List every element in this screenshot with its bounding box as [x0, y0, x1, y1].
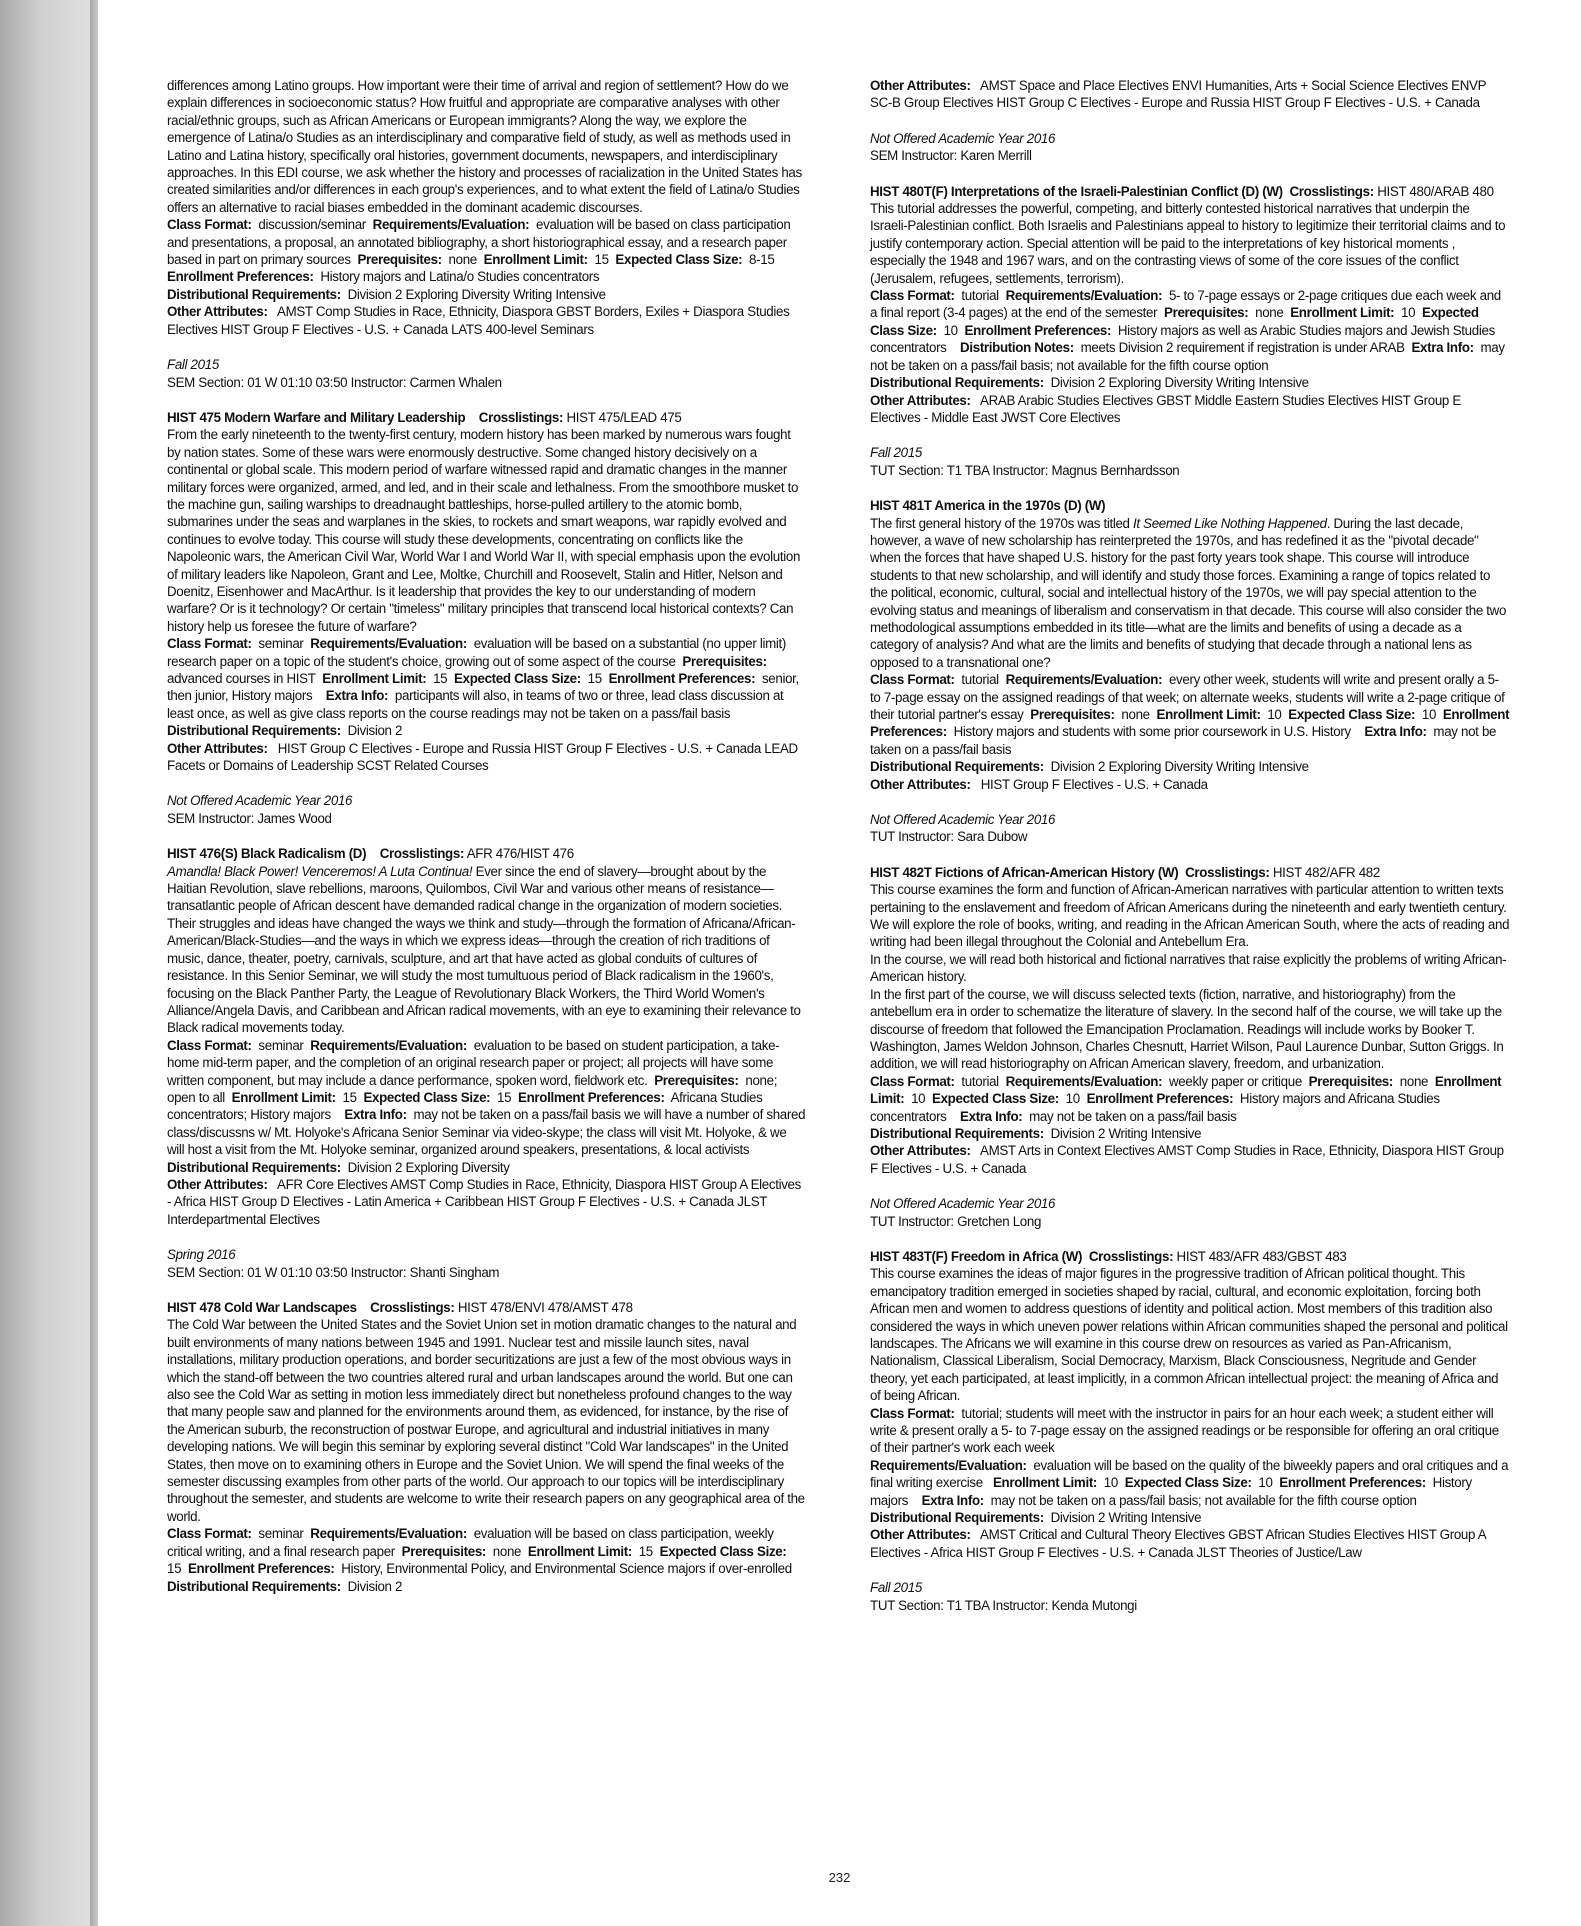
label-other-attr: Other Attributes:: [870, 776, 971, 793]
label-enrollment-limit: Enrollment Limit:: [231, 1089, 336, 1106]
label-enrollment-limit: Enrollment Limit:: [483, 252, 588, 269]
term: Spring 2016: [167, 1247, 236, 1264]
label-enrollment-pref: Enrollment Preferences:: [167, 269, 314, 286]
label-other-attr: Other Attributes:: [167, 1176, 268, 1193]
crosslistings-value: AFR 476/HIST 476: [466, 846, 574, 863]
label-expected-size: Expected Class Size:: [363, 1089, 491, 1106]
other-attributes: [870, 777, 1509, 794]
course-heading: [167, 846, 806, 863]
label-enrollment-pref: Enrollment Preferences:: [608, 671, 756, 687]
enrollment-limit-value: 10: [1401, 305, 1416, 322]
label-crosslistings: Crosslistings:: [1289, 183, 1374, 200]
label-enrollment-pref: Enrollment Preferences:: [1086, 1091, 1234, 1108]
expected-size-value: 8-15: [749, 252, 775, 269]
label-class-format: Class Format:: [870, 1073, 955, 1090]
prerequisites-value: advanced courses in HIST: [167, 671, 316, 687]
crosslistings-value: HIST 480/ARAB 480: [1377, 183, 1494, 200]
expected-size-value: 10: [1421, 707, 1437, 723]
course-description: This course examines the ideas of major figures in the progressive tradition of African political thought. This emancipatory tradition emerged in societies shaped by racial, cultural, and economic exploitation, forcing both African men and women to address questions of identity and political action. Most members of this tradition also considered the ways in which uneven power relations within African communities shaped the personal and political landscapes. The Africans we will examine in this course drew on resources as varied as Pan-Africanism, Nationalism, Classical Liberalism, Social Democracy, Marxism, Black Consciousness, Negritude and Gender theory, yet each participated, at least implicitly, in a common African intellectual project: the meaning of Africa and of being African.: [870, 1266, 1508, 1405]
requirements-value: evaluation to be based on student participation, a take-home mid-term paper, and the completion of an original research paper or project; all projects will have some written component, but may include a dance performance, spoken word, fieldwork etc.: [167, 1037, 780, 1089]
other-attributes: [870, 78, 1509, 113]
label-expected-size: Expected Class Size:: [454, 671, 581, 687]
crosslistings-value: HIST 482/AFR 482: [1272, 864, 1380, 881]
course-details: [167, 636, 806, 723]
distribution: [167, 1579, 806, 1596]
label-other-attr: Other Attributes:: [870, 1143, 971, 1160]
extra-info-value: may not be taken on a pass/fail basis; not available for the fifth course option: [870, 340, 1505, 374]
class-format-value: tutorial: [961, 672, 999, 689]
enrollment-limit-value: 10: [1267, 707, 1282, 723]
attr-value: HIST Group C Electives - Europe and Russia HIST Group F Electives - U.S. + Canada LEAD Facets or Domains of Leadership SCST Related Courses: [167, 740, 798, 775]
enrollment-pref-value: Africana Studies concentrators; History majors: [167, 1089, 763, 1124]
course-title: HIST 476(S) Black Radicalism (D): [167, 846, 367, 863]
label-class-format: Class Format:: [870, 1405, 955, 1422]
distribution: [167, 1160, 806, 1177]
label-extra-info: Extra Info:: [1411, 340, 1474, 357]
course-heading: [870, 498, 1509, 515]
course-description: This course examines the form and function of African-American narratives with particular attention to written texts pertaining to the enslavement and freedom of African Americans during the nineteenth and early twentieth century. We will explore the role of books, writing, and reading in the African American South, where the acts of reading and writing had been illegal throughout the Colonial and Antebellum Era.: [870, 882, 1510, 951]
label-requirements: Requirements/Evaluation:: [310, 1526, 467, 1543]
term: Not Offered Academic Year 2016: [870, 812, 1056, 829]
dist-value: Division 2: [347, 1578, 403, 1595]
label-class-format: Class Format:: [167, 1526, 252, 1543]
course-title: HIST 480T(F) Interpretations of the Israeli-Palestinian Conflict (D) (W): [870, 183, 1283, 200]
expected-size-value: 15: [587, 671, 602, 687]
enrollment-limit-value: 15: [638, 1543, 653, 1560]
label-crosslistings: Crosslistings:: [478, 409, 564, 426]
label-requirements: Requirements/Evaluation:: [1005, 672, 1163, 689]
distribution: [870, 1126, 1509, 1143]
requirements-value: evaluation will be based on class participation, weekly critical writing, and a final research paper: [167, 1526, 774, 1560]
course-title: HIST 483T(F) Freedom in Africa (W): [870, 1248, 1083, 1265]
attr-value: AMST Critical and Cultural Theory Electives GBST African Studies Electives HIST Group A Electives - Africa HIST Group F Electives - U.S. + Canada JLST Theories of Justice/Law: [870, 1527, 1486, 1561]
class-format-value: tutorial: [961, 288, 999, 305]
label-class-format: Class Format:: [167, 217, 252, 234]
label-requirements: Requirements/Evaluation:: [870, 1457, 1027, 1474]
label-dist-req: Distributional Requirements:: [870, 375, 1044, 392]
course-description: [167, 864, 806, 1038]
label-requirements: Requirements/Evaluation:: [372, 217, 530, 234]
dist-notes-value: meets Division 2 requirement if registration is under ARAB: [1080, 340, 1405, 357]
label-dist-notes: Distribution Notes:: [960, 340, 1074, 357]
course-heading: [870, 1249, 1509, 1266]
section-info: TUT Instructor: Gretchen Long: [870, 1213, 1042, 1230]
attr-value: AMST Space and Place Electives ENVI Humanities, Arts + Social Science Electives ENVP SC-B Group Electives HIST Group C Electives - Europe and Russia HIST Group F Electives - U.S. + Canada: [870, 78, 1486, 112]
label-expected-size: Expected Class Size:: [659, 1543, 787, 1560]
section-info: SEM Instructor: James Wood: [167, 810, 332, 827]
extra-info-value: may not be taken on a pass/fail basis; not available for the fifth course option: [990, 1492, 1417, 1509]
crosslistings-value: HIST 478/ENVI 478/AMST 478: [457, 1300, 633, 1316]
label-crosslistings: Crosslistings:: [1185, 864, 1270, 881]
course-description: This tutorial addresses the powerful, competing, and bitterly contested historical narratives that underpin the Israeli-Palestinian conflict. Both Israelis and Palestinians appeal to history to legitimize their territorial claims and to justify contemporary action. Special attention will be paid to the interpretations of key historical moments , especially the 1948 and 1967 wars, and on the contrasting views of some of the core issues of the conflict (Jerusalem, refugees, settlements, terrorism).: [870, 201, 1506, 287]
other-attributes: [167, 304, 806, 339]
description-italic: Amandla! Black Power! Venceremos! A Luta Continua!: [167, 863, 473, 880]
other-attributes: [870, 393, 1509, 428]
section-info: SEM Section: 01 W 01:10 03:50 Instructor: Carmen Whalen: [167, 374, 502, 391]
term: Not Offered Academic Year 2016: [870, 1196, 1056, 1213]
course-title: HIST 478 Cold War Landscapes: [167, 1300, 357, 1316]
requirements-value: evaluation will be based on a substantial (no upper limit) research paper on a topic of the student's choice, growing out of some aspect of the course: [167, 636, 786, 670]
extra-info-value: participants will also, in teams of two or three, lead class discussion at least once, as well as give class reports on the course readings may not be taken on a pass/fail basis: [167, 688, 784, 722]
label-other-attr: Other Attributes:: [167, 304, 268, 321]
course-details: [870, 288, 1509, 375]
course-description: In the course, we will read both historical and fictional narratives that raise explicitly the problems of writing African-American history.: [870, 951, 1507, 986]
attr-value: AFR Core Electives AMST Comp Studies in Race, Ethnicity, Diaspora HIST Group A Electives - Africa HIST Group D Electives - Latin America + Caribbean HIST Group F Electives - U.S. + Canada JLST Interdepartmental Electives: [167, 1176, 802, 1228]
course-title: HIST 481T America in the 1970s (D) (W): [870, 498, 1106, 515]
enrollment-limit-value: 10: [1103, 1475, 1118, 1492]
other-attributes: [870, 1143, 1509, 1178]
enrollment-limit-value: 15: [342, 1089, 357, 1106]
course-description: In the first part of the course, we will discuss selected texts (fiction, narrative, and historiography) from the antebellum era in order to schematize the literature of slavery. In the second half of the course, we will take up the discourse of freedom that followed the Emancipation Proclamation. Readings will include works by Booker T. Washington, James Weldon Johnson, Charles Chesnutt, Harriet Wilson, Paul Laurence Dunbar, Sutton Griggs. In addition, we will read historiography on African American slavery, freedom, and urbanization.: [870, 986, 1504, 1073]
label-enrollment-pref: Enrollment Preferences:: [870, 707, 1510, 741]
enrollment-pref-value: History majors and students with some prior coursework in U.S. History: [953, 724, 1351, 741]
label-prerequisites: Prerequisites:: [401, 1543, 487, 1560]
label-extra-info: Extra Info:: [1364, 724, 1427, 741]
course-details: [870, 1406, 1509, 1458]
label-enrollment-pref: Enrollment Preferences:: [187, 1561, 335, 1578]
section-info: TUT Section: T1 TBA Instructor: Magnus Bernhardsson: [870, 462, 1180, 479]
prerequisites-value: none: [492, 1543, 522, 1560]
expected-size-value: 10: [1258, 1475, 1273, 1492]
label-extra-info: Extra Info:: [960, 1108, 1023, 1125]
distribution: [167, 287, 806, 304]
crosslistings-value: HIST 483/AFR 483/GBST 483: [1176, 1248, 1347, 1265]
label-class-format: Class Format:: [167, 636, 252, 653]
prerequisites-value: none: [1399, 1073, 1429, 1090]
label-extra-info: Extra Info:: [325, 688, 389, 705]
label-enrollment-limit: Enrollment Limit:: [322, 671, 427, 687]
description-text: Ever since the end of slavery—brought about by the Haitian Revolution, slave rebellions, maroons, Quilombos, Civil War and various other means of resistance—transatlantic people of African descent have demanded radical change in the organization of modern societies. Their struggles and ideas have changed the ways we think and study—through the formation of Africana/African-American/Black-Studies—and the ways in which we express ideas—through the creation of rich traditions of music, dance, theater, poetry, carnivals, sculpture, and art that have acted as global conduits of cultures of resistance. In this Senior Seminar, we will study the most tumultuous period of Black radicalism in the 1960's, focusing on the Black Panther Party, the League of Revolutionary Black Workers, the Third World Women's Alliance/Angela Davis, and Caribbean and African radical movements, with an eye to examining their relevance to Black radical movements today.: [167, 863, 801, 1037]
description-text: The first general history of the 1970s was titled: [870, 515, 1134, 532]
label-crosslistings: Crosslistings:: [1088, 1248, 1174, 1265]
section-info: SEM Section: 01 W 01:10 03:50 Instructor: Shanti Singham: [167, 1264, 500, 1281]
course-details: [167, 1526, 806, 1578]
label-extra-info: Extra Info:: [344, 1107, 407, 1124]
attr-value: HIST Group F Electives - U.S. + Canada: [980, 776, 1208, 793]
label-enrollment-limit: Enrollment Limit:: [1290, 305, 1395, 322]
distribution: [870, 759, 1509, 776]
prerequisites-value: none: [448, 252, 477, 269]
label-class-format: Class Format:: [870, 672, 955, 689]
term: Fall 2015: [167, 357, 219, 374]
extra-info-value: may not be taken on a pass/fail basis: [870, 724, 1497, 758]
label-extra-info: Extra Info:: [921, 1492, 984, 1509]
label-enrollment-pref: Enrollment Preferences:: [1279, 1475, 1426, 1492]
other-attributes: [167, 741, 806, 776]
dist-value: Division 2: [347, 723, 403, 740]
enrollment-limit-value: 15: [594, 252, 609, 269]
requirements-value: 5- to 7-page essays or 2-page critiques due each week and a final report (3-4 pages) at the end of the semester: [870, 288, 1501, 322]
label-dist-req: Distributional Requirements:: [167, 1578, 341, 1595]
label-prerequisites: Prerequisites:: [1164, 305, 1249, 322]
label-expected-size: Expected Class Size:: [1124, 1475, 1252, 1492]
course-description: [870, 516, 1509, 673]
other-attributes: [870, 1527, 1509, 1562]
label-expected-size: Expected Class Size:: [1288, 707, 1416, 723]
description-italic: It Seemed Like Nothing Happened: [1133, 515, 1327, 532]
label-other-attr: Other Attributes:: [167, 740, 268, 757]
enrollment-pref-value: History, Environmental Policy, and Environmental Science majors if over-enrolled: [341, 1561, 792, 1578]
label-other-attr: Other Attributes:: [870, 78, 971, 94]
attr-value: AMST Comp Studies in Race, Ethnicity, Diaspora GBST Borders, Exiles + Diaspora Studies Electives HIST Group F Electives - U.S. + Canada LATS 400-level Seminars: [167, 304, 790, 338]
dist-value: Division 2 Exploring Diversity Writing Intensive: [1050, 375, 1309, 392]
course-details: [870, 1074, 1509, 1126]
distribution: [870, 375, 1509, 392]
term: Fall 2015: [870, 1580, 922, 1597]
label-prerequisites: Prerequisites:: [357, 252, 442, 269]
other-attributes: [167, 1177, 806, 1229]
requirements-value: weekly paper or critique: [1168, 1073, 1302, 1090]
crosslistings-value: HIST 475/LEAD 475: [566, 409, 682, 426]
distribution: [870, 1510, 1509, 1527]
label-dist-req: Distributional Requirements:: [167, 723, 341, 740]
label-crosslistings: Crosslistings:: [370, 1300, 455, 1316]
label-enrollment-limit: Enrollment Limit:: [870, 1073, 1502, 1108]
label-prerequisites: Prerequisites:: [682, 653, 767, 670]
dist-value: Division 2 Exploring Diversity: [347, 1159, 510, 1176]
label-class-format: Class Format:: [870, 288, 955, 305]
label-enrollment-pref: Enrollment Preferences:: [518, 1089, 665, 1106]
label-requirements: Requirements/Evaluation:: [1005, 1073, 1163, 1090]
description-text-cont: . During the last decade, however, a wave of new scholarship has reinterpreted the 1970s, and has redefined it as the "pivotal decade" when the forces that have shaped U.S. history for the past forty years took shape. This course will introduce students to that new scholarship, and will identify and study those forces. Examining a range of topics related to the political, economic, cultural, social and intellectual history of the 1970s, we will pay special attention to the evolving status and meanings of liberalism and conservatism in that decade. This course will also consider the two methodological assumptions embedded in its title—what are the limits and benefits of using a decade as a category of analysis? And what are the limits and benefits of studying that decade through a national lens as opposed to a transnational one?: [870, 515, 1507, 671]
label-prerequisites: Prerequisites:: [654, 1072, 739, 1089]
enrollment-limit-value: 15: [433, 671, 448, 687]
class-format-value: tutorial: [961, 1073, 999, 1090]
section-info: TUT Section: T1 TBA Instructor: Kenda Mutongi: [870, 1597, 1137, 1614]
course-requirements: [870, 1458, 1509, 1510]
term: Not Offered Academic Year 2016: [870, 130, 1056, 147]
label-dist-req: Distributional Requirements:: [167, 286, 341, 303]
label-enrollment-limit: Enrollment Limit:: [527, 1543, 632, 1560]
extra-info-value: may not be taken on a pass/fail basis we will have a number of shared class/discussns w/ Mt. Holyoke's Africana Senior Seminar via video-skype; the class will visit Mt. Holyoke, & we will host a visit from the Mt. Holyoke seminar, organized around speakers, presentations, & local activists: [167, 1107, 806, 1159]
course-heading: [167, 1300, 806, 1317]
course-title: HIST 482T Fictions of African-American History (W): [870, 864, 1179, 881]
prerequisites-value: none; open to all: [167, 1072, 778, 1106]
label-prerequisites: Prerequisites:: [1030, 707, 1115, 723]
dist-value: Division 2 Writing Intensive: [1050, 1125, 1202, 1142]
section-info: TUT Instructor: Sara Dubow: [870, 829, 1028, 846]
label-other-attr: Other Attributes:: [870, 1527, 971, 1544]
attr-value: AMST Arts in Context Electives AMST Comp Studies in Race, Ethnicity, Diaspora HIST Group F Electives - U.S. + Canada: [870, 1143, 1504, 1177]
label-expected-size: Expected Class Size:: [932, 1091, 1059, 1108]
label-dist-req: Distributional Requirements:: [870, 1125, 1044, 1142]
expected-size-value: 15: [497, 1089, 512, 1106]
section-info: SEM Instructor: Karen Merrill: [870, 148, 1032, 165]
class-format-value: discussion/seminar: [258, 217, 366, 234]
label-dist-req: Distributional Requirements:: [870, 1510, 1044, 1527]
attr-value: ARAB Arabic Studies Electives GBST Middle Eastern Studies Electives HIST Group E Electives - Middle East JWST Core Electives: [870, 392, 1461, 426]
class-format-value: seminar: [258, 1526, 304, 1543]
label-requirements: Requirements/Evaluation:: [1005, 288, 1163, 305]
enrollment-pref-value: History majors and Africana Studies concentrators: [870, 1091, 1440, 1125]
right-column: [870, 78, 1509, 1615]
enrollment-pref-value: History majors and Latina/o Studies concentrators: [320, 269, 600, 286]
course-description: The Cold War between the United States and the Soviet Union set in motion dramatic changes to the natural and built environments of many nations between 1945 and 1991. Nuclear test and missile launch sites, naval installations, military production operations, and border securitizations are just a few of the most obvious ways in which the stand-off between the two countries altered rural and urban landscapes around the world. But one can also see the Cold War as setting in motion less immediately direct but nonetheless profound changes to the way that many people saw and planned for the environments around them, as evidenced, for instance, by the rise of the American suburb, the reconstruction of postwar Europe, and agricultural and industrial initiatives in many developing nations. We will begin this seminar by exploring several distinct "Cold War landscapes" in the United States, then move on to examining others in Europe and the Soviet Union. We will spend the final weeks of the semester discussing examples from other parts of the world. Our approach to our topics will be interdisciplinary throughout the semester, and students are welcome to write their research papers on any geographical area of the world.: [167, 1317, 805, 1525]
enrollment-limit-value: 10: [911, 1091, 926, 1108]
dist-value: Division 2 Exploring Diversity Writing Intensive: [1050, 759, 1309, 776]
requirements-value: evaluation will be based on the quality of the biweekly papers and oral critiques and a final writing exercise: [870, 1457, 1509, 1492]
course-heading: [870, 184, 1509, 201]
expected-size-value: 15: [167, 1561, 182, 1578]
page-number: 232: [828, 1870, 851, 1885]
label-expected-size: Expected Class Size:: [870, 305, 1479, 339]
requirements-value: evaluation will be based on class participation and presentations, a proposal, an annotated bibliography, a short historiographical essay, and a research paper based in part on primary sources: [167, 217, 791, 269]
prerequisites-value: none: [1255, 305, 1284, 322]
label-requirements: Requirements/Evaluation:: [310, 1037, 467, 1054]
label-prerequisites: Prerequisites:: [1308, 1073, 1394, 1090]
course-description: From the early nineteenth to the twenty-first century, modern history has been marked by numerous wars fought by nation states. Some of these wars were enormously destructive. Some changed history decisively on a continental or global scale. This modern period of warfare witnessed rapid and dramatic changes in the manner military forces were organized, armed, and led, and in their scale and lethalness. From the smoothbore musket to the machine gun, sailing warships to dreadnaught battleships, horse-pulled artillery to the atomic bomb, submarines under the seas and warplanes in the skies, to rockets and smart weapons, war rapidly evolved and continues to evolve today. This course will study these developments, concentrating on conflicts like the Napoleonic wars, the American Civil War, World War I and World War II, with special emphasis upon the evolution of military leaders like Napoleon, Grant and Lee, Moltke, Churchill and Roosevelt, Stalin and Hitler, Nelson and Doenitz, Eisenhower and MacArthur. Is it leadership that provides the key to our understanding of modern warfare? Or is it technology? Or certain "timeless" military principles that transcend local historical contexts? Can history help us foresee the future of warfare?: [167, 427, 801, 635]
label-dist-req: Distributional Requirements:: [167, 1159, 341, 1176]
expected-size-value: 10: [943, 322, 958, 339]
left-column: [167, 78, 806, 1596]
catalog-page: [98, 0, 1581, 1926]
requirements-value: every other week, students will write and present orally a 5- to 7-page essay on the assigned readings of that week; on alternate weeks, students will write a 2-page critique of their tutorial partner's essay: [870, 672, 1505, 723]
label-enrollment-limit: Enrollment Limit:: [992, 1475, 1098, 1492]
dist-value: Division 2 Writing Intensive: [1050, 1510, 1202, 1527]
book-spine-edge: [0, 0, 100, 1926]
term: Fall 2015: [870, 445, 922, 462]
course-details: [167, 1038, 806, 1160]
distribution: [167, 723, 806, 740]
class-format-value: seminar: [258, 1037, 304, 1054]
class-format-value: tutorial; students will meet with the instructor in pairs for an hour each week; a student either will write & present orally a 5- to 7-page essay on the assigned readings or be responsible for offering an oral critique of their partner's work each week: [870, 1405, 1499, 1457]
course-title: HIST 475 Modern Warfare and Military Leadership: [167, 409, 466, 426]
label-crosslistings: Crosslistings:: [379, 846, 465, 863]
enrollment-pref-value: History majors as well as Arabic Studies majors and Jewish Studies concentrators: [870, 322, 1495, 357]
label-enrollment-limit: Enrollment Limit:: [1156, 707, 1261, 723]
course-heading: [167, 410, 806, 427]
label-other-attr: Other Attributes:: [870, 392, 971, 409]
prerequisites-value: none: [1121, 707, 1150, 723]
dist-value: Division 2 Exploring Diversity Writing Intensive: [347, 286, 606, 303]
label-dist-req: Distributional Requirements:: [870, 759, 1044, 776]
enrollment-pref-value: senior, then junior, History majors: [167, 671, 799, 705]
course-details: [167, 217, 806, 287]
course-heading: [870, 865, 1509, 882]
expected-size-value: 10: [1065, 1091, 1080, 1108]
label-class-format: Class Format:: [167, 1037, 252, 1054]
class-format-value: seminar: [258, 636, 304, 653]
label-enrollment-pref: Enrollment Preferences:: [964, 322, 1112, 339]
course-details: [870, 672, 1509, 759]
course-description-continued: differences among Latino groups. How important were their time of arrival and region of settlement? How do we explain differences in socioeconomic status? How fruitful and appropriate are comparative analyses with other racial/ethnic groups, such as African Americans or European immigrants? Along the way, we explore the emergence of Latina/o Studies as an interdisciplinary and comparative field of study, as well as methods used in Latino and Latina history, specifically oral histories, government documents, newspapers, and interdisciplinary approaches. In this EDI course, we ask whether the history and processes of racialization in the United States has created similarities and/or differences in each group's experiences, and to what extent the field of Latina/o Studies offers an alternative to racial biases embedded in the dominant academic discourses.: [167, 78, 802, 216]
term: Not Offered Academic Year 2016: [167, 793, 353, 810]
enrollment-pref-value: History majors: [870, 1475, 1472, 1509]
label-requirements: Requirements/Evaluation:: [310, 636, 467, 653]
extra-info-value: may not be taken on a pass/fail basis: [1029, 1108, 1237, 1125]
label-expected-size: Expected Class Size:: [615, 252, 743, 269]
